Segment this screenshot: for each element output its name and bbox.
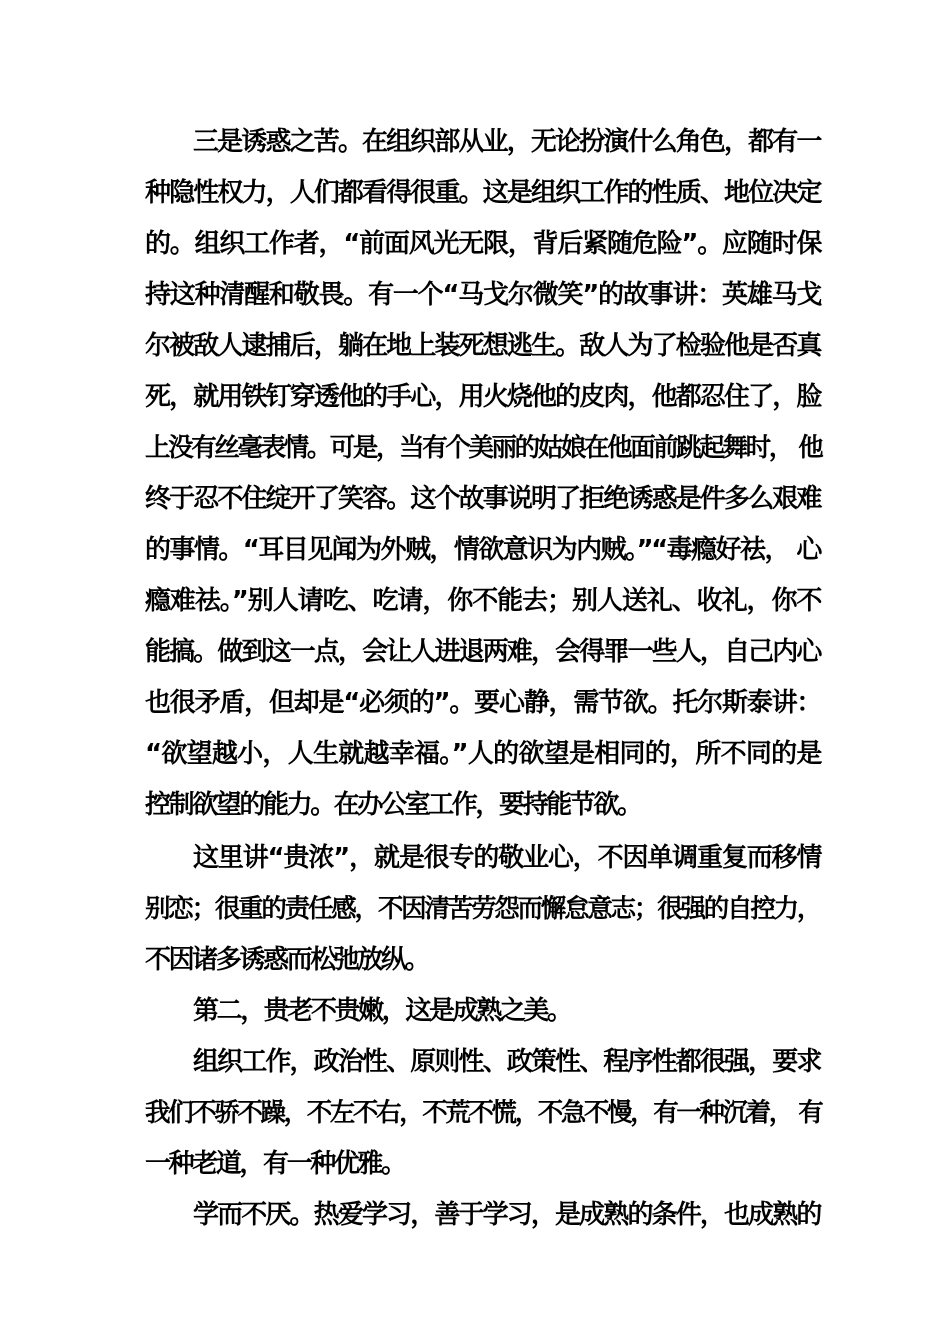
paragraph-line: 一种老道，有一种优雅。 — [145, 1149, 405, 1179]
paragraph-line: 种隐性权力，人们都看得很重。这是组织工作的性质、地位决定 — [145, 178, 820, 208]
paragraph-line: 学而不厌。热爱学习，善于学习，是成熟的条件，也成熟的 — [193, 1200, 820, 1230]
paragraph-line: 持这种清醒和敬畏。有一个“马戈尔微笑”的故事讲：英雄马戈 — [145, 280, 820, 310]
paragraph-line: 组织工作，政治性、原则性、政策性、程序性都很强，要求 — [193, 1047, 820, 1077]
paragraph-line: “欲望越小，人生就越幸福。”人的欲望是相同的，所不同的是 — [145, 739, 820, 769]
paragraph-line: 瘾难祛。”别人请吃、吃请，你不能去；别人送礼、收礼，你不 — [145, 586, 820, 616]
paragraph-line: 三是诱惑之苦。在组织部从业，无论扮演什么角色，都有一 — [193, 127, 820, 157]
paragraph-line: 终于忍不住绽开了笑容。这个故事说明了拒绝诱惑是件多么艰难 — [145, 484, 820, 514]
paragraph-line: 死，就用铁钉穿透他的手心，用火烧他的皮肉，他都忍住了，脸 — [145, 382, 820, 412]
paragraph-line: 尔被敌人逮捕后，躺在地上装死想逃生。敌人为了检验他是否真 — [145, 331, 820, 361]
paragraph-line: 能搞。做到这一点，会让人进退两难，会得罪一些人，自己内心 — [145, 637, 820, 667]
paragraph-line: 的事情。“耳目见闻为外贼，情欲意识为内贼。”“毒瘾好祛， 心 — [145, 535, 820, 565]
paragraph-line: 的。组织工作者，“前面风光无限，背后紧随危险”。应随时保 — [145, 229, 820, 259]
paragraph-line: 上没有丝毫表情。可是，当有个美丽的姑娘在他面前跳起舞时， 他 — [145, 433, 822, 463]
paragraph-line: 我们不骄不躁，不左不右，不荒不慌，不急不慢，有一种沉着， 有 — [145, 1098, 822, 1128]
paragraph-line: 这里讲“贵浓”，就是很专的敬业心，不因单调重复而移情 — [193, 843, 820, 873]
section-heading: 第二，贵老不贵嫩，这是成熟之美。 — [193, 996, 571, 1026]
paragraph-line: 也很矛盾，但却是“必须的”。要心静，需节欲。托尔斯泰讲： — [145, 688, 820, 718]
paragraph-line: 控制欲望的能力。在办公室工作，要持能节欲。 — [145, 790, 641, 820]
paragraph-line: 不因诸多诱惑而松弛放纵。 — [145, 945, 429, 975]
paragraph-line: 别恋；很重的责任感，不因清苦劳怨而懈怠意志；很强的自控力， — [145, 894, 820, 924]
